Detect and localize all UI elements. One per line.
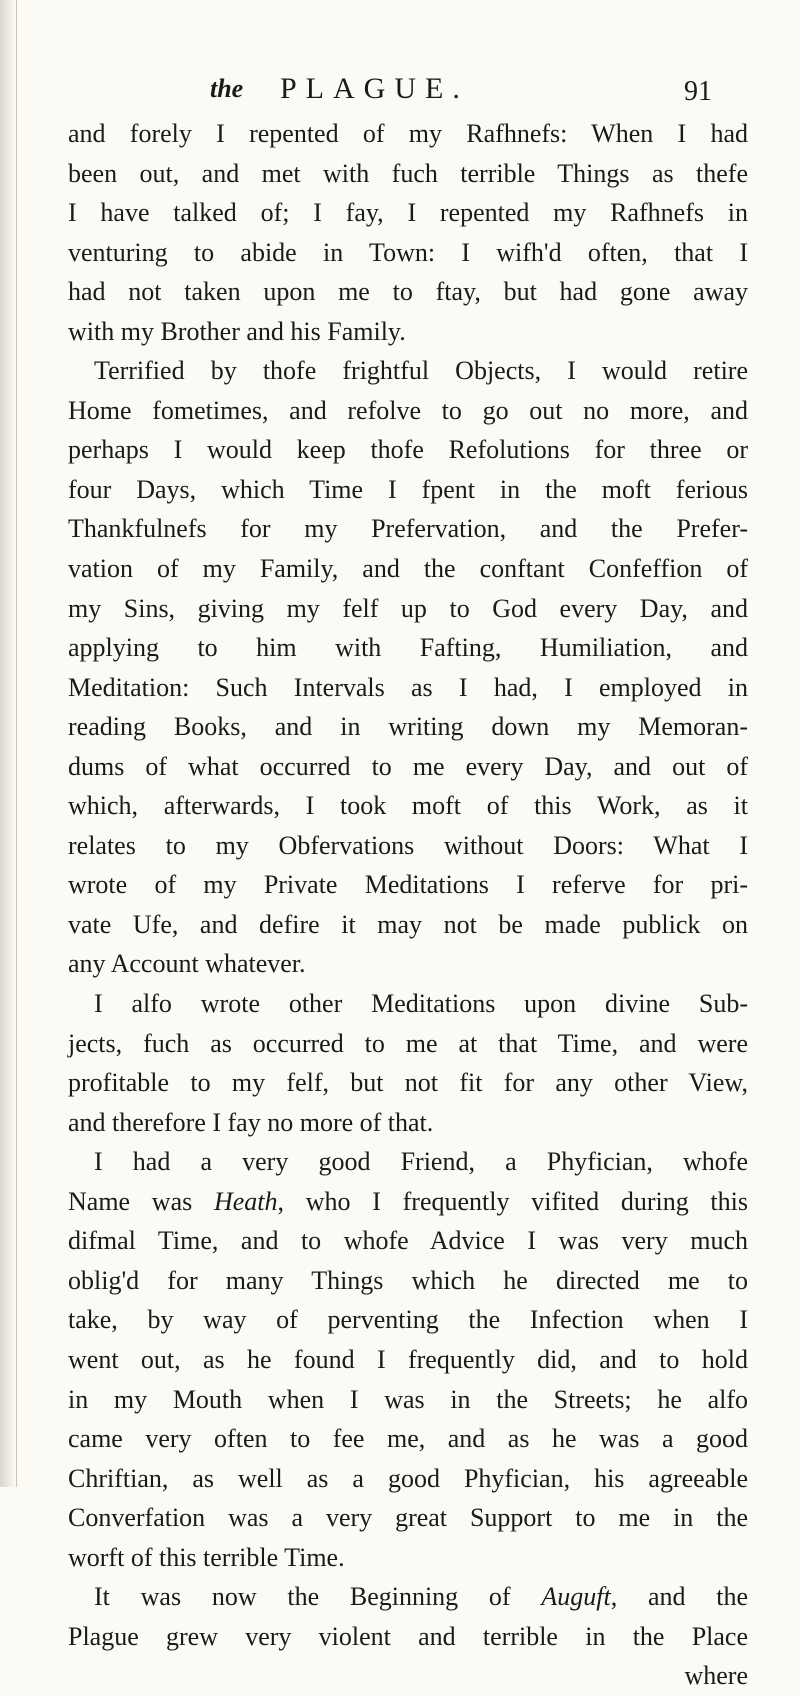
text-line [68, 1577, 748, 1617]
text-line: worft of this terrible Time. [68, 1542, 345, 1572]
text-line: I have talked of; I fay, I repented my Rafhnefs in [68, 198, 748, 228]
book-page [68, 70, 748, 1691]
text-line: been out, and met with fuch terrible Things as thefe [68, 158, 748, 188]
text-segment: , and the [610, 1582, 748, 1612]
italic-name: Heath [213, 1186, 278, 1216]
text-segment: It was now the Beginning of [94, 1582, 542, 1612]
text-line: where [684, 1661, 748, 1691]
text-line: I had a very good Friend, a Phyfician, whofe [94, 1147, 748, 1177]
page-number: 91 [684, 76, 712, 107]
page-gutter-shadow [0, 0, 17, 1487]
text-line: went out, as he found I frequently did, and to hold [68, 1344, 748, 1374]
text-line: my Sins, giving my felf up to God every Day, and [68, 593, 748, 623]
text-segment: , who I frequently vifited during this [277, 1186, 748, 1216]
text-line: Chriftian, as well as a good Phyfician, his agreeable [68, 1463, 748, 1493]
body-text [68, 114, 748, 1696]
text-line: wrote of my Private Meditations I referve for pri- [68, 870, 748, 900]
text-line: which, afterwards, I took moft of this Work, as it [68, 791, 748, 821]
text-line: Plague grew very violent and terrible in the Place [68, 1621, 748, 1651]
text-line: reading Books, and in writing down my Memoran- [68, 712, 748, 742]
text-line: came very often to fee me, and as he was a good [68, 1424, 748, 1454]
text-line: and therefore I fay no more of that. [68, 1107, 434, 1137]
running-head [68, 70, 748, 114]
text-line: take, by way of perventing the Infection when I [68, 1305, 748, 1335]
text-line: vate Ufe, and defire it may not be made publick on [68, 909, 748, 939]
text-line: oblig'd for many Things which he directed me to [68, 1265, 748, 1295]
text-line: and forely I repented of my Rafhnefs: When I had [68, 119, 748, 148]
text-line: profitable to my felf, but not fit for any other View, [68, 1068, 748, 1098]
text-line: perhaps I would keep thofe Refolutions for three or [68, 435, 748, 465]
text-line: difmal Time, and to whofe Advice I was very much [68, 1226, 748, 1256]
text-line: Home fometimes, and refolve to go out no more, and [68, 395, 748, 425]
text-segment: Name was [68, 1186, 214, 1216]
text-line: applying to him with Fafting, Humiliation, and [68, 633, 748, 663]
text-line: relates to my Obfervations without Doors: What I [68, 830, 748, 860]
text-line: Terrified by thofe frightful Objects, I would retire [94, 356, 748, 386]
text-line: with my Brother and his Family. [68, 316, 406, 346]
text-line: Meditation: Such Intervals as I had, I employed in [68, 672, 748, 702]
text-line: four Days, which Time I fpent in the moft ferious [68, 474, 748, 504]
text-line: vation of my Family, and the conftant Confeffion of [68, 554, 748, 584]
text-line: venturing to abide in Town: I wifh'd often, that I [68, 237, 748, 267]
text-line: had not taken upon me to ftay, but had gone away [68, 277, 748, 307]
text-line: I alfo wrote other Meditations upon divine Sub- [94, 989, 748, 1019]
text-line: jects, fuch as occurred to me at that Time, and were [68, 1028, 748, 1058]
text-line: in my Mouth when I was in the Streets; he alfo [68, 1384, 748, 1414]
italic-name: Auguft [541, 1582, 611, 1612]
running-head-title: PLAGUE. [280, 72, 469, 105]
text-line [68, 1182, 748, 1222]
text-line: dums of what occurred to me every Day, and out of [68, 751, 748, 781]
text-line: any Account whatever. [68, 949, 306, 979]
text-line: Converfation was a very great Support to me in the [68, 1503, 748, 1533]
text-line: Thankfulnefs for my Prefervation, and the Prefer- [68, 514, 748, 544]
running-head-article: the [210, 74, 244, 103]
